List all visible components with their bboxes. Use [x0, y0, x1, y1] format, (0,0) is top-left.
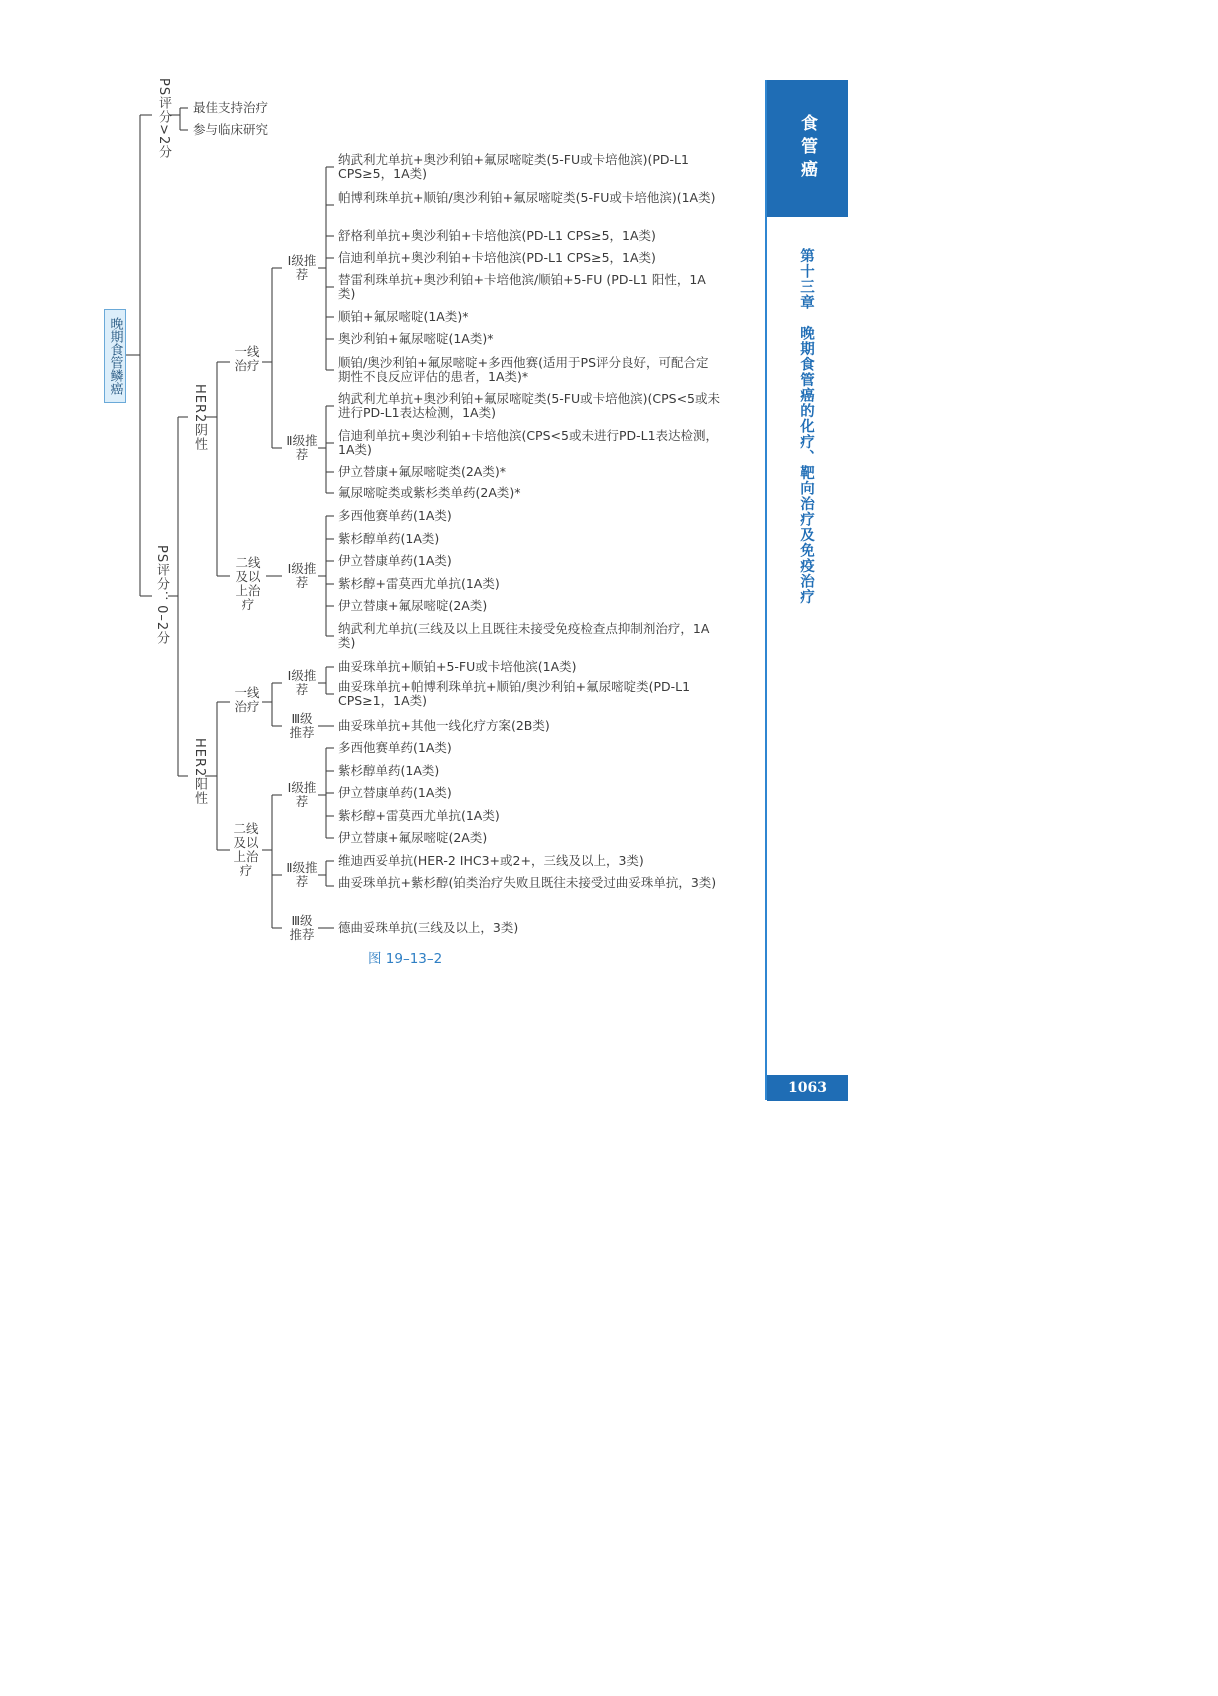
regimen-item: 曲妥珠单抗+其他一线化疗方案(2B类) [338, 718, 550, 733]
regimen-item: 纳武利尤单抗+奥沙利铂+氟尿嘧啶类(5-FU或卡培他滨)(PD-L1 CPS≥5，1A类) [338, 152, 689, 181]
regimen-item: 伊立替康单药(1A类) [338, 553, 452, 568]
regimen-item: 信迪利单抗+奥沙利铂+卡培他滨(CPS<5或未进行PD-L1表达检测，1A类) [338, 428, 719, 457]
neg-first-line-label: 一线治疗 [234, 344, 260, 373]
regimen-item: 氟尿嘧啶类或紫杉类单药(2A类)* [338, 485, 521, 500]
regimen-item: 维迪西妥单抗(HER-2 IHC3+或2+，三线及以上，3类) [338, 853, 644, 868]
her2-negative-label: HER2阴性 [192, 384, 207, 452]
ps-gt2-label: PS评分>2分 [156, 78, 171, 160]
pos-second-l3-label: Ⅲ级推荐 [289, 913, 315, 942]
ps-gt2-item: 参与临床研究 [193, 122, 269, 137]
regimen-item: 纳武利尤单抗+奥沙利铂+氟尿嘧啶类(5-FU或卡培他滨)(CPS<5或未进行PD-L1表达检测，1A类) [338, 391, 721, 420]
neg-first-l1-label: Ⅰ级推荐 [287, 253, 317, 282]
regimen-item: 曲妥珠单抗+紫杉醇(铂类治疗失败且既往未接受过曲妥珠单抗，3类) [338, 875, 717, 890]
regimen-item: 伊立替康+氟尿嘧啶类(2A类)* [338, 464, 506, 479]
regimen-item: 紫杉醇单药(1A类) [338, 531, 440, 546]
regimen-item: 紫杉醇单药(1A类) [338, 763, 440, 778]
neg-second-line-label: 二线及以上治疗 [235, 555, 261, 612]
page-number: 1063 [767, 1075, 848, 1101]
regimen-item: 德曲妥珠单抗(三线及以上，3类) [338, 920, 519, 935]
regimen-item: 信迪利单抗+奥沙利铂+卡培他滨(PD-L1 CPS≥5，1A类) [338, 250, 656, 265]
her2-positive-label: HER2阳性 [192, 738, 207, 806]
pos-second-l1-label: Ⅰ级推荐 [287, 780, 317, 809]
neg-second-l1-label: Ⅰ级推荐 [287, 561, 317, 590]
regimen-item: 多西他赛单药(1A类) [338, 508, 452, 523]
regimen-item: 曲妥珠单抗+帕博利珠单抗+顺铂/奥沙利铂+氟尿嘧啶类(PD-L1 CPS≥1，1A类) [338, 679, 691, 708]
section-tab: 食管癌 [767, 80, 848, 217]
regimen-item: 帕博利珠单抗+顺铂/奥沙利铂+氟尿嘧啶类(5-FU或卡培他滨)(1A类) [338, 190, 716, 205]
chapter-title: 第十三章 晚期食管癌的化疗、靶向治疗及免疫治疗 [798, 248, 814, 605]
pos-first-l1-label: Ⅰ级推荐 [287, 668, 317, 697]
ps-0-2-label: PS评分：0–2分 [154, 545, 169, 646]
regimen-item: 替雷利珠单抗+奥沙利铂+卡培他滨/顺铂+5-FU (PD-L1 阳性，1A类) [338, 272, 706, 301]
figure-caption: 图 19–13–2 [368, 951, 443, 967]
regimen-item: 多西他赛单药(1A类) [338, 740, 452, 755]
ps-gt2-item: 最佳支持治疗 [193, 100, 269, 115]
neg-first-l2-label: Ⅱ级推荐 [286, 433, 318, 462]
pos-second-line-label: 二线及以上治疗 [233, 821, 259, 878]
regimen-item: 曲妥珠单抗+顺铂+5-FU或卡培他滨(1A类) [338, 659, 577, 674]
pos-first-l3-label: Ⅲ级推荐 [289, 711, 315, 740]
pos-second-l2-label: Ⅱ级推荐 [286, 860, 318, 889]
regimen-item: 舒格利单抗+奥沙利铂+卡培他滨(PD-L1 CPS≥5，1A类) [338, 228, 656, 243]
regimen-item: 紫杉醇+雷莫西尤单抗(1A类) [338, 808, 500, 823]
regimen-item: 紫杉醇+雷莫西尤单抗(1A类) [338, 576, 500, 591]
margin-rule [765, 80, 767, 1100]
regimen-item: 纳武利尤单抗(三线及以上且既往未接受免疫检查点抑制剂治疗，1A类) [338, 621, 710, 650]
regimen-item: 顺铂+氟尿嘧啶(1A类)* [338, 309, 469, 324]
regimen-item: 伊立替康+氟尿嘧啶(2A类) [338, 598, 488, 613]
regimen-item: 顺铂/奥沙利铂+氟尿嘧啶+多西他赛(适用于PS评分良好，可配合定期性不良反应评估的患者，1A类)* [338, 355, 709, 384]
regimen-item: 奥沙利铂+氟尿嘧啶(1A类)* [338, 331, 494, 346]
pos-first-line-label: 一线治疗 [234, 685, 260, 714]
regimen-item: 伊立替康单药(1A类) [338, 785, 452, 800]
root-node: 晚期食管鳞癌 [104, 309, 126, 403]
regimen-item: 伊立替康+氟尿嘧啶(2A类) [338, 830, 488, 845]
